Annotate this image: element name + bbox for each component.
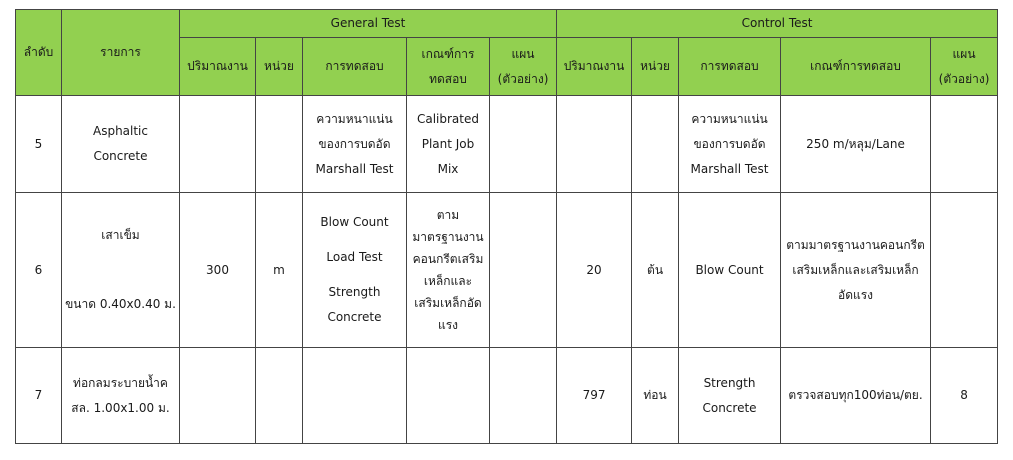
header-c-plan [931,38,998,96]
cell-line: Mix [437,161,459,176]
cell-c-unit: ท่อน [632,348,679,444]
cell-line: Strength [703,375,756,390]
header-seq: ลำดับ [16,10,62,96]
cell-line: สล. 1.00x1.00 ม. [71,400,170,415]
cell-g-qty [180,348,256,444]
cell-c-test [679,348,781,444]
cell-line: Strength [328,285,381,299]
header-control-test: Control Test [557,10,998,38]
header-c-qty: ปริมาณงาน [557,38,632,96]
cell-g-plan [490,96,557,193]
header-g-plan [490,38,557,96]
cell-line: ขนาด 0.40x0.40 ม. [65,297,176,311]
cell-line: ตรวจสอบทุก100ท่อน/ตย. [788,388,923,402]
cell-line: ของการบดอัด [318,136,391,151]
header-line: ทดสอบ [429,71,467,86]
cell-line: ความหนาแน่น [691,111,768,126]
cell-line: Blow Count [695,262,764,277]
cell-line: เสริมเหล็กอัด [414,296,482,310]
cell-c-unit [632,96,679,193]
cell-line: ความหนาแน่น [316,111,393,126]
cell-c-plan [931,193,998,348]
cell-line: Concrete [702,400,757,415]
cell-c-test [679,96,781,193]
cell-c-test [679,193,781,348]
cell-c-qty: 20 [557,193,632,348]
header-c-criteria: เกณฑ์การทดสอบ [781,38,931,96]
cell-line: ตาม [436,208,460,222]
cell-line: Blow Count [320,215,389,229]
cell-g-unit [256,348,303,444]
header-c-test: การทดสอบ [679,38,781,96]
header-g-qty: ปริมาณงาน [180,38,256,96]
cell-c-plan [931,96,998,193]
cell-item [62,96,180,193]
header-c-unit: หน่วย [632,38,679,96]
cell-line: Marshall Test [315,161,394,176]
cell-line: มาตรฐานงาน [412,230,484,244]
table-row [16,348,998,444]
cell-g-unit [256,96,303,193]
cell-line: Concrete [93,149,148,163]
cell-g-test [303,348,407,444]
cell-g-test [303,193,407,348]
table-row [16,96,998,193]
cell-g-unit: m [256,193,303,348]
cell-line: เสริมเหล็กและเสริมเหล็ก [792,262,919,277]
cell-seq: 7 [16,348,62,444]
cell-line: Plant Job [421,136,475,151]
cell-c-qty [557,96,632,193]
test-plan-table [15,9,998,444]
cell-line: Calibrated [416,111,479,126]
cell-g-criteria [407,348,490,444]
header-line: เกณฑ์การ [421,46,475,61]
cell-line: เสาเข็ม [101,228,140,242]
cell-g-qty: 300 [180,193,256,348]
cell-g-plan [490,348,557,444]
header-line: (ตัวอย่าง) [938,71,990,86]
cell-line: ตามมาตรฐานงานคอนกรีต [786,237,925,252]
header-g-criteria [407,38,490,96]
header-line: แผน [511,46,535,61]
cell-seq: 6 [16,193,62,348]
cell-line: แรง [437,318,459,332]
header-general-test: General Test [180,10,557,38]
header-g-test: การทดสอบ [303,38,407,96]
header-line: แผน [952,46,976,61]
cell-line: Load Test [326,250,383,264]
header-item: รายการ [62,10,180,96]
cell-line: คอนกรีตเสริม [412,252,484,266]
cell-line: เหล็กและ [423,274,473,288]
cell-g-criteria [407,193,490,348]
cell-g-criteria [407,96,490,193]
cell-seq: 5 [16,96,62,193]
cell-line: Concrete [327,310,382,324]
cell-c-qty: 797 [557,348,632,444]
cell-item [62,348,180,444]
cell-c-criteria [781,96,931,193]
cell-c-unit: ต้น [632,193,679,348]
table-row [16,193,998,348]
cell-line: ท่อกลมระบายน้ำค [73,375,168,390]
cell-c-criteria [781,193,931,348]
header-g-unit: หน่วย [256,38,303,96]
cell-g-plan [490,193,557,348]
cell-line: Marshall Test [690,161,769,176]
cell-line: Asphaltic [92,124,148,138]
cell-c-plan: 8 [931,348,998,444]
cell-g-qty [180,96,256,193]
cell-line: อัดแรง [838,287,874,302]
cell-line: 250 m/หลุม/Lane [806,136,905,151]
header-line: (ตัวอย่าง) [497,71,549,86]
cell-item [62,193,180,348]
cell-line: ของการบดอัด [693,136,766,151]
cell-g-test [303,96,407,193]
cell-c-criteria [781,348,931,444]
